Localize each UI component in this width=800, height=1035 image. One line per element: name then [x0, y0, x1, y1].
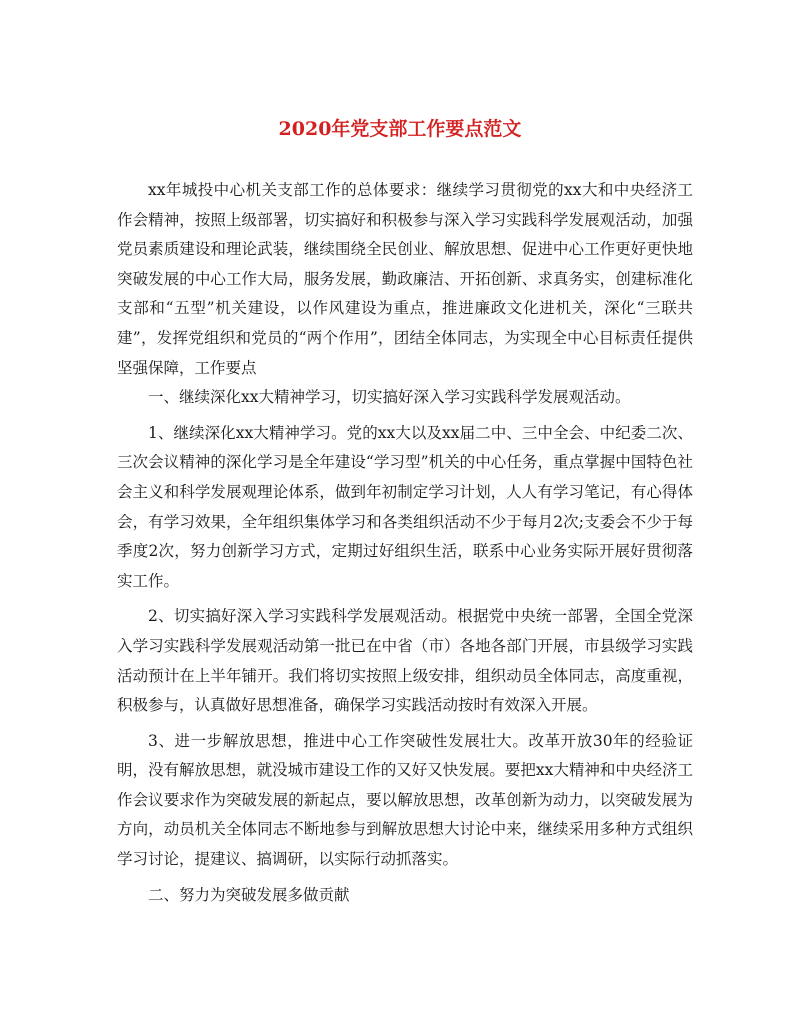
paragraph-item-2: 2、切实搞好深入学习实践科学发展观活动。根据党中央统一部署，全国全党深入学习实践科学发展观活动第一批已在中省（市）各地各部门开展，市县级学习实践活动预计在上半年铺开。我们将切实按照上级安排，组织动员全体同志，高度重视，积极参与，认真做好思想准备，确保学习实践活动按时有效深入开展。: [117, 607, 693, 715]
paragraph-item-1: 1、继续深化xx大精神学习。党的xx大以及xx届二中、三中全会、中纪委二次、三次会议精神的深化学习是全年建设“学习型”机关的中心任务，重点掌握中国特色社会主义和科学发展观理论体系，做到年初制定学习计划，人人有学习笔记，有心得体会，有学习效果，全年组织集体学习和各类组织活动不少于每月2次;支委会不少于每季度2次，努力创新学习方式，定期过好组织生活，联系中心业务实际开展好贯彻落实工作。: [117, 423, 693, 590]
paragraph-item-3: 3、进一步解放思想，推进中心工作突破性发展壮大。改革开放30年的经验证明，没有解放思想，就没城市建设工作的又好又快发展。要把xx大精神和中央经济工作会议要求作为突破发展的新起点，要以解放思想，改革创新为动力，以突破发展为方向，动员机关全体同志不断地参与到解放思想大讨论中来，继续采用多种方式组织学习讨论，提建议、搞调研，以实际行动抓落实。: [117, 731, 693, 869]
paragraph-general-requirements: xx年城投中心机关支部工作的总体要求：继续学习贯彻党的xx大和中央经济工作会精神，按照上级部署，切实搞好和积极参与深入学习实践科学发展观活动，加强党员素质建设和理论武装，继续围绕全民创业、解放思想、促进中心工作更好更快地突破发展的中心工作大局，服务发展，勤政廉洁、开拓创新、求真务实，创建标准化支部和“五型”机关建设，以作风建设为重点，推进廉政文化进机关，深化“三联共建”，发挥党组织和党员的“两个作用”，团结全体同志，为实现全中心目标责任提供坚强保障，工作要点: [117, 181, 693, 377]
paragraph-section-two-heading: 二、努力为突破发展多做贡献: [148, 885, 350, 904]
document-title: 2020年党支部工作要点范文: [278, 118, 522, 140]
paragraph-section-one-heading: 一、继续深化xx大精神学习，切实搞好深入学习实践科学发展观活动。: [148, 388, 631, 407]
document-body: [117, 176, 693, 910]
